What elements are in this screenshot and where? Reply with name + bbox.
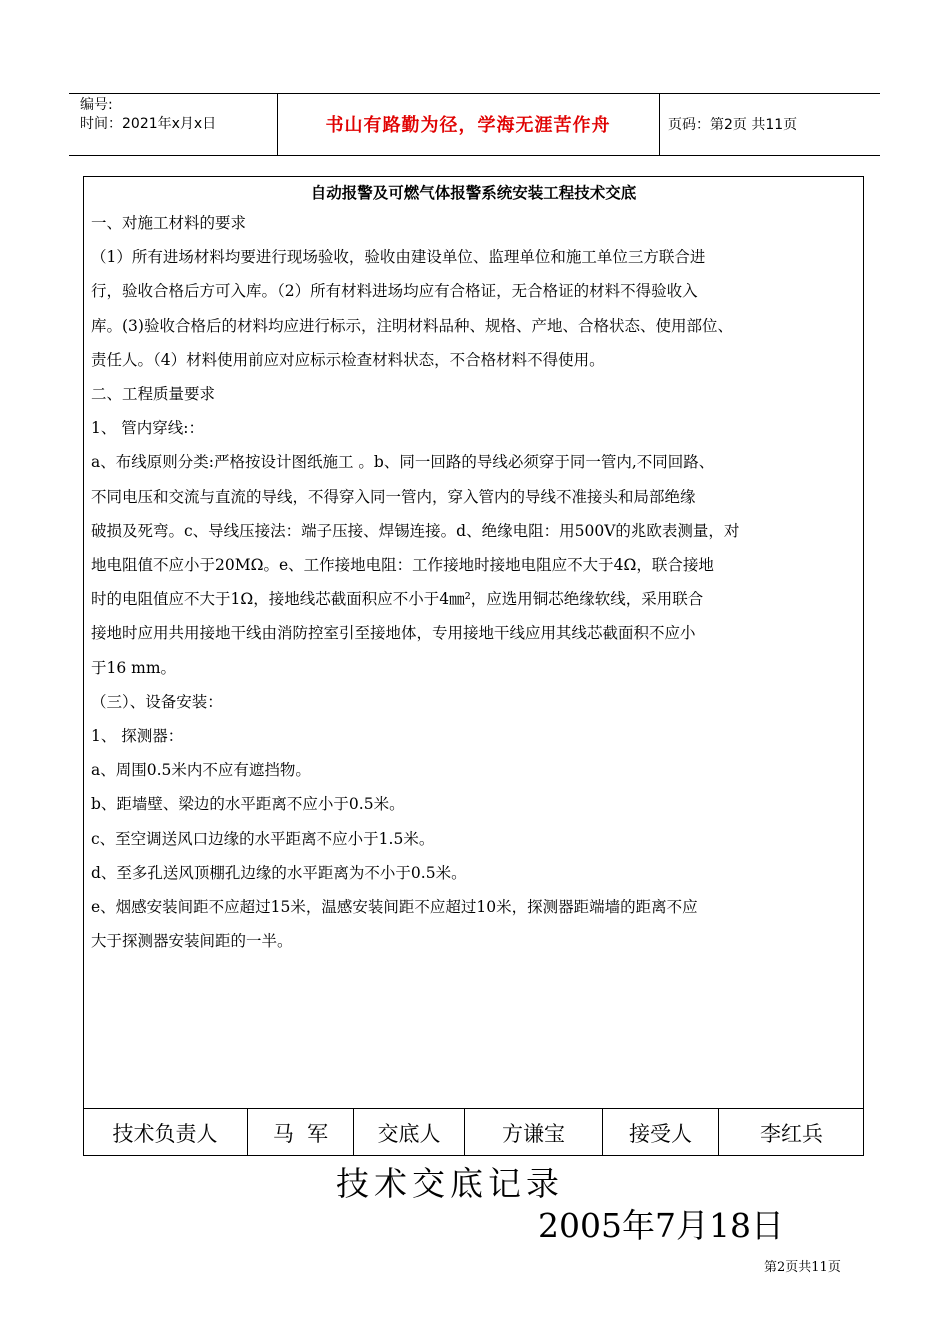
discloser-name: 方谦宝 — [465, 1109, 603, 1156]
receiver-label: 接受人 — [603, 1109, 719, 1156]
body-line: 不同电压和交流与直流的导线，不得穿入同一管内，穿入管内的导线不准接头和局部绝缘 — [91, 487, 696, 506]
body-line: 行，验收合格后方可入库。（2）所有材料进场均应有合格证，无合格证的材料不得验收入 — [91, 282, 698, 301]
tech-lead-name: 马 军 — [248, 1109, 354, 1156]
body-line: b、距墙壁、梁边的水平距离不应小于0.5米。 — [91, 795, 405, 814]
document-body — [91, 206, 859, 958]
body-line: a、布线原则分类:严格按设计图纸施工 。b、同一回路的导线必须穿于同一管内,不同回路、 — [91, 453, 715, 472]
document-title: 自动报警及可燃气体报警系统安装工程技术交底 — [310, 184, 637, 202]
body-line: 接地时应用共用接地干线由消防控室引至接地体，专用接地干线应用其线芯截面积不应小 — [91, 624, 696, 643]
header-divider — [659, 93, 660, 155]
body-line: 一、对施工材料的要求 — [91, 214, 247, 232]
body-line: 1、 管内穿线:： — [91, 419, 205, 438]
receiver-name: 李红兵 — [760, 1121, 823, 1146]
body-line: 大于探测器安装间距的一半。 — [91, 932, 293, 951]
doc-number-label: 编号: — [80, 97, 113, 113]
body-line: 二、工程质量要求 — [91, 385, 216, 404]
body-line: （1）所有进场材料均要进行现场验收，验收由建设单位、监理单位和施工单位三方联合进 — [91, 248, 706, 267]
tech-lead-label: 技术负责人 — [83, 1109, 248, 1156]
body-line: e、烟感安装间距不应超过15米，温感安装间距不应超过10米，探测器距端墙的距离不应 — [91, 898, 698, 917]
body-line: 责任人。（4）材料使用前应对应标示检查材料状态，不合格材料不得使用。 — [91, 350, 605, 369]
body-line: 库。(3)验收合格后的材料均应进行标示，注明材料品种、规格、产地、合格状态、使用部位、 — [91, 316, 733, 335]
record-title: 技术交底记录 — [336, 1164, 564, 1203]
body-line: （三）、设备安装： — [91, 692, 223, 711]
body-line: c、至空调送风口边缘的水平距离不应小于1.5米。 — [91, 829, 435, 848]
body-line: d、至多孔送风顶棚孔边缘的水平距离为不小于0.5米。 — [91, 863, 467, 882]
header-motto: 书山有路勤为径，学海无涯苦作舟 — [325, 115, 611, 136]
body-line: 地电阻值不应小于20MΩ。e、工作接地电阻：工作接地时接地电阻应不大于4Ω，联合接地 — [91, 556, 714, 575]
header-meta — [80, 96, 216, 134]
footer-page-number: 第2页共11页 — [764, 1260, 841, 1275]
body-line: a、周围0.5米内不应有遮挡物。 — [91, 761, 311, 780]
body-line: 1、 探测器： — [91, 727, 184, 746]
header-bottom-rule — [69, 155, 880, 156]
body-line: 于16 mm。 — [91, 658, 177, 677]
discloser-label: 交底人 — [354, 1109, 465, 1156]
body-line: 破损及死弯。c、导线压接法：端子压接、焊锡连接。d、绝缘电阻：用500V的兆欧表测量，对 — [91, 521, 740, 540]
header-page-number: 页码：第2页 共11页 — [668, 117, 798, 133]
body-line: 时的电阻值应不大于1Ω，接地线芯截面积应不小于4㎜²，应选用铜芯绝缘软线，采用联合 — [91, 590, 704, 609]
record-date: 2005年7月18日 — [538, 1206, 784, 1245]
signature-row — [83, 1108, 864, 1156]
doc-time-label: 时间：2021年x月x日 — [80, 116, 217, 132]
